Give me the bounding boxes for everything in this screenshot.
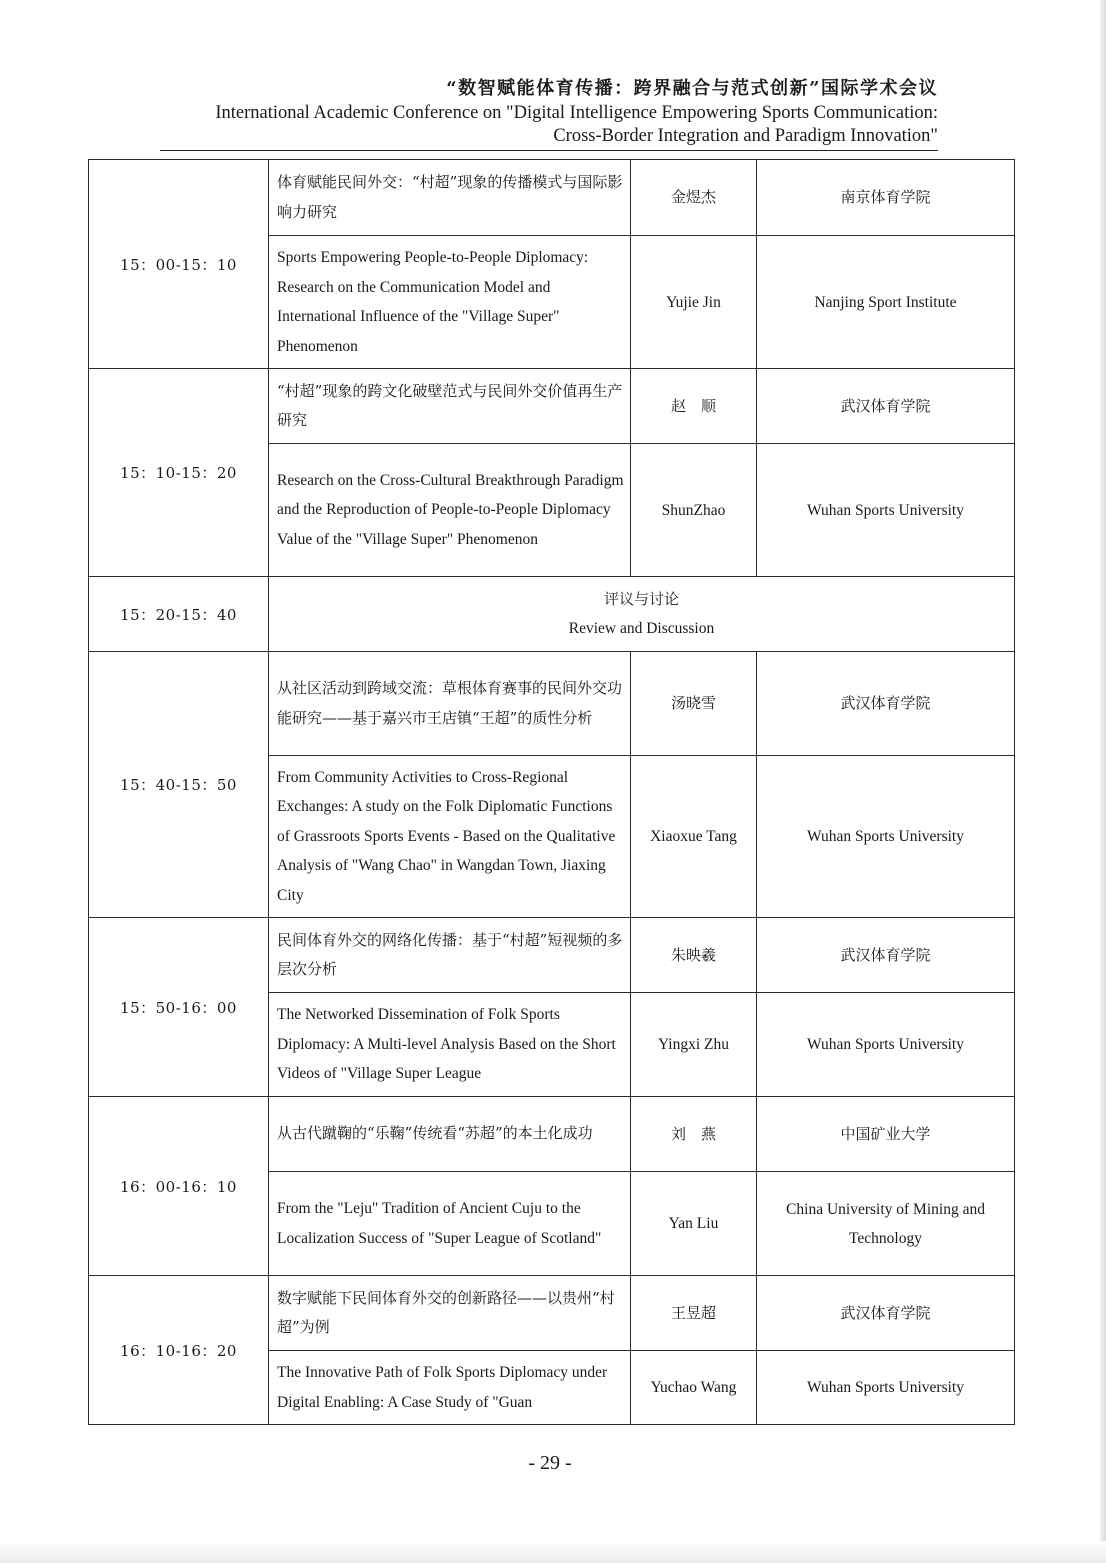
schedule-table (88, 159, 1015, 1425)
table-row (89, 918, 1015, 993)
table-row (89, 160, 1015, 236)
institution-en: Wuhan Sports University (757, 993, 1015, 1097)
paper-title-cn: 民间体育外交的网络化传播：基于“村超”短视频的多层次分析 (269, 918, 631, 993)
author-cn: 汤晓雪 (631, 652, 757, 756)
session-time: 15：00-15：10 (89, 160, 269, 369)
table-row (89, 369, 1015, 444)
page-edge-shadow (1100, 0, 1106, 1563)
author-en: Yan Liu (631, 1172, 757, 1276)
session-time: 16：00-16：10 (89, 1097, 269, 1276)
author-cn: 朱映羲 (631, 918, 757, 993)
paper-title-cn: 从古代蹴鞠的“乐鞠”传统看“苏超”的本土化成功 (269, 1097, 631, 1172)
page-number: - 29 - (528, 1452, 572, 1474)
header-title-en-line1: International Academic Conference on "Digital Intelligence Empowering Sports Communication: (215, 103, 938, 123)
author-en: Yuchao Wang (631, 1351, 757, 1425)
paper-title-en: Sports Empowering People-to-People Diplomacy: Research on the Communication Model and International Influence of the "Village Super" Phenomenon (269, 236, 631, 369)
session-time: 15：40-15：50 (89, 652, 269, 918)
table-row (89, 652, 1015, 756)
review-cell (269, 577, 1015, 652)
institution-en: China University of Mining and Technology (757, 1172, 1015, 1276)
paper-title-cn: 从社区活动到跨域交流：草根体育赛事的民间外交功能研究——基于嘉兴市王店镇“王超”的质性分析 (269, 652, 631, 756)
institution-en: Nanjing Sport Institute (757, 236, 1015, 369)
session-time: 15：10-15：20 (89, 369, 269, 577)
paper-title-en: Research on the Cross-Cultural Breakthrough Paradigm and the Reproduction of People-to-People Diplomacy Value of the "Village Super" Phenomenon (269, 444, 631, 577)
paper-title-en: The Networked Dissemination of Folk Sports Diplomacy: A Multi-level Analysis Based on the Short Videos of "Village Super League (269, 993, 631, 1097)
author-en: Yujie Jin (631, 236, 757, 369)
institution-cn: 武汉体育学院 (757, 369, 1015, 444)
review-time: 15：20-15：40 (89, 577, 269, 652)
institution-cn: 武汉体育学院 (757, 652, 1015, 756)
institution-en: Wuhan Sports University (757, 1351, 1015, 1425)
table-row-review (89, 577, 1015, 652)
institution-en: Wuhan Sports University (757, 756, 1015, 918)
author-cn: 赵 顺 (631, 369, 757, 444)
paper-title-en: From Community Activities to Cross-Regional Exchanges: A study on the Folk Diplomatic Functions of Grassroots Sports Events - Based on the Qualitative Analysis of "Wang Chao" in Wangdan Town, Jiaxing City (269, 756, 631, 918)
institution-cn: 武汉体育学院 (757, 918, 1015, 993)
institution-cn: 中国矿业大学 (757, 1097, 1015, 1172)
page-bottom-shadow (0, 1541, 1106, 1563)
paper-title-cn: 数字赋能下民间体育外交的创新路径——以贵州“村超”为例 (269, 1276, 631, 1351)
table-row (89, 1097, 1015, 1172)
author-cn: 王昱超 (631, 1276, 757, 1351)
session-time: 15：50-16：00 (89, 918, 269, 1097)
page-header (160, 76, 938, 151)
paper-title-en: The Innovative Path of Folk Sports Diplomacy under Digital Enabling: A Case Study of "Guan (269, 1351, 631, 1425)
author-en: ShunZhao (631, 444, 757, 577)
paper-title-cn: “村超”现象的跨文化破壁范式与民间外交价值再生产研究 (269, 369, 631, 444)
author-cn: 刘 燕 (631, 1097, 757, 1172)
author-cn: 金煜杰 (631, 160, 757, 236)
institution-cn: 武汉体育学院 (757, 1276, 1015, 1351)
table-row (89, 1276, 1015, 1351)
paper-title-en: From the "Leju" Tradition of Ancient Cuju to the Localization Success of "Super League of Scotland" (269, 1172, 631, 1276)
author-en: Yingxi Zhu (631, 993, 757, 1097)
institution-en: Wuhan Sports University (757, 444, 1015, 577)
institution-cn: 南京体育学院 (757, 160, 1015, 236)
header-title-en-line2: Cross-Border Integration and Paradigm Innovation" (553, 126, 938, 146)
review-label-cn: 评议与讨论 (603, 590, 679, 608)
session-time: 16：10-16：20 (89, 1276, 269, 1425)
author-en: Xiaoxue Tang (631, 756, 757, 918)
review-label-en: Review and Discussion (568, 620, 715, 637)
header-title-cn: “数智赋能体育传播：跨界融合与范式创新”国际学术会议 (446, 78, 938, 99)
paper-title-cn: 体育赋能民间外交：“村超”现象的传播模式与国际影响力研究 (269, 160, 631, 236)
